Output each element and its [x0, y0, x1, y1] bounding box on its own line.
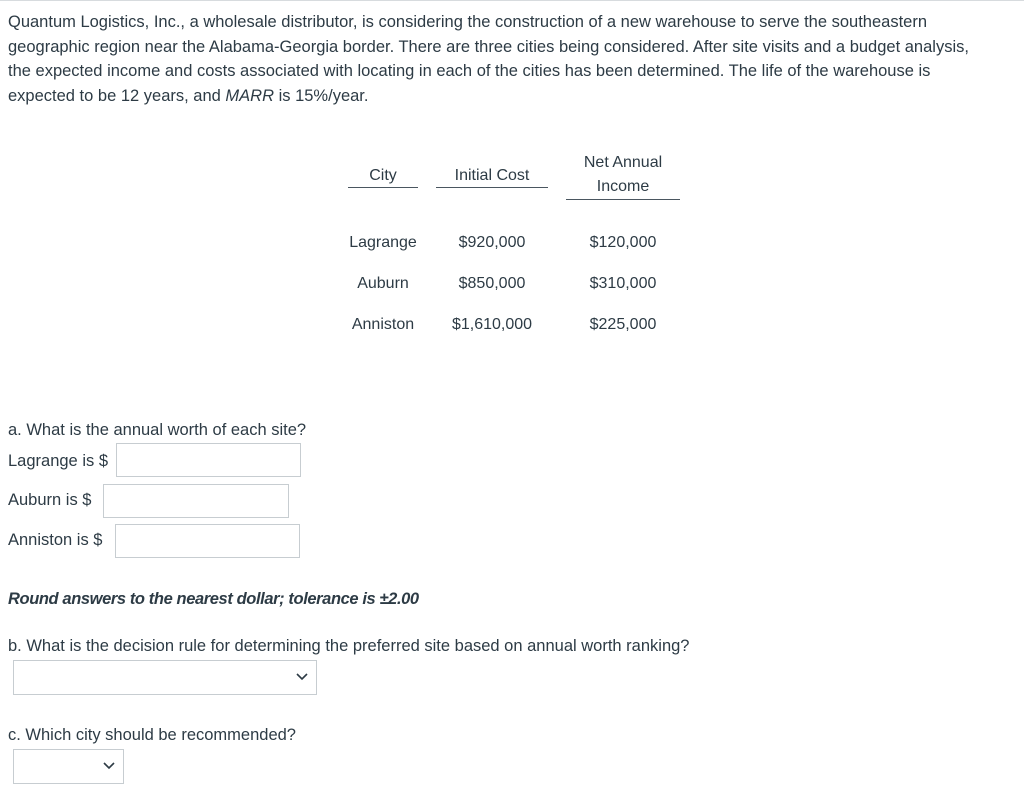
- lagrange-label: Lagrange is $: [8, 452, 108, 470]
- lagrange-answer-input[interactable]: [116, 443, 301, 477]
- cell-city: Auburn: [357, 275, 409, 292]
- cell-net-income: $310,000: [589, 275, 657, 292]
- problem-line-1: Quantum Logistics, Inc., a wholesale distributor, is considering the construction of a new warehouse to serve the southeastern: [8, 13, 928, 31]
- anniston-answer-input[interactable]: [115, 524, 300, 558]
- cell-initial-cost: $920,000: [458, 234, 526, 251]
- cell-net-income: $120,000: [589, 234, 657, 251]
- cell-city: Anniston: [351, 316, 415, 333]
- header-city: City: [369, 167, 397, 184]
- recommended-city-select[interactable]: [13, 749, 124, 784]
- header-net-annual-income-line2: Income: [596, 178, 650, 195]
- problem-line-4-suffix: is 15%/year.: [274, 86, 369, 105]
- header-net-annual-income-underline: [566, 199, 680, 200]
- chevron-down-icon: [296, 673, 308, 681]
- cell-initial-cost: $850,000: [458, 275, 526, 292]
- part-a-question: a. What is the annual worth of each site?: [8, 421, 307, 439]
- header-net-annual-income: [566, 151, 680, 199]
- problem-statement: [8, 10, 1008, 108]
- cell-net-income: $225,000: [589, 316, 657, 333]
- auburn-label: Auburn is $: [8, 491, 92, 509]
- marr-term: MARR: [225, 86, 274, 105]
- problem-line-4-prefix: expected to be 12 years, and: [8, 86, 226, 105]
- anniston-label: Anniston is $: [8, 531, 103, 549]
- top-divider: [0, 0, 1024, 1]
- header-net-annual-income-line1: Net Annual: [583, 154, 663, 171]
- part-b-question: b. What is the decision rule for determining the preferred site based on annual worth ranking?: [8, 637, 690, 655]
- decision-rule-select[interactable]: [13, 660, 317, 695]
- problem-line-2: geographic region near the Alabama-Georgia border. There are three cities being considered. After site visits and a budget analysis,: [8, 37, 969, 56]
- auburn-answer-input[interactable]: [103, 484, 289, 518]
- header-initial-cost: Initial Cost: [454, 167, 530, 184]
- chevron-down-icon: [103, 762, 115, 770]
- cell-city: Lagrange: [349, 234, 417, 251]
- problem-line-3: the expected income and costs associated with locating in each of the cities has been determined. The life of the warehouse is: [8, 62, 931, 80]
- rounding-note: Round answers to the nearest dollar; tolerance is ±2.00: [8, 590, 419, 608]
- cell-initial-cost: $1,610,000: [451, 316, 533, 333]
- header-initial-cost-underline: [436, 187, 548, 188]
- header-city-underline: [348, 187, 418, 188]
- site-data-table: [338, 148, 692, 348]
- part-c-question: c. Which city should be recommended?: [8, 726, 296, 744]
